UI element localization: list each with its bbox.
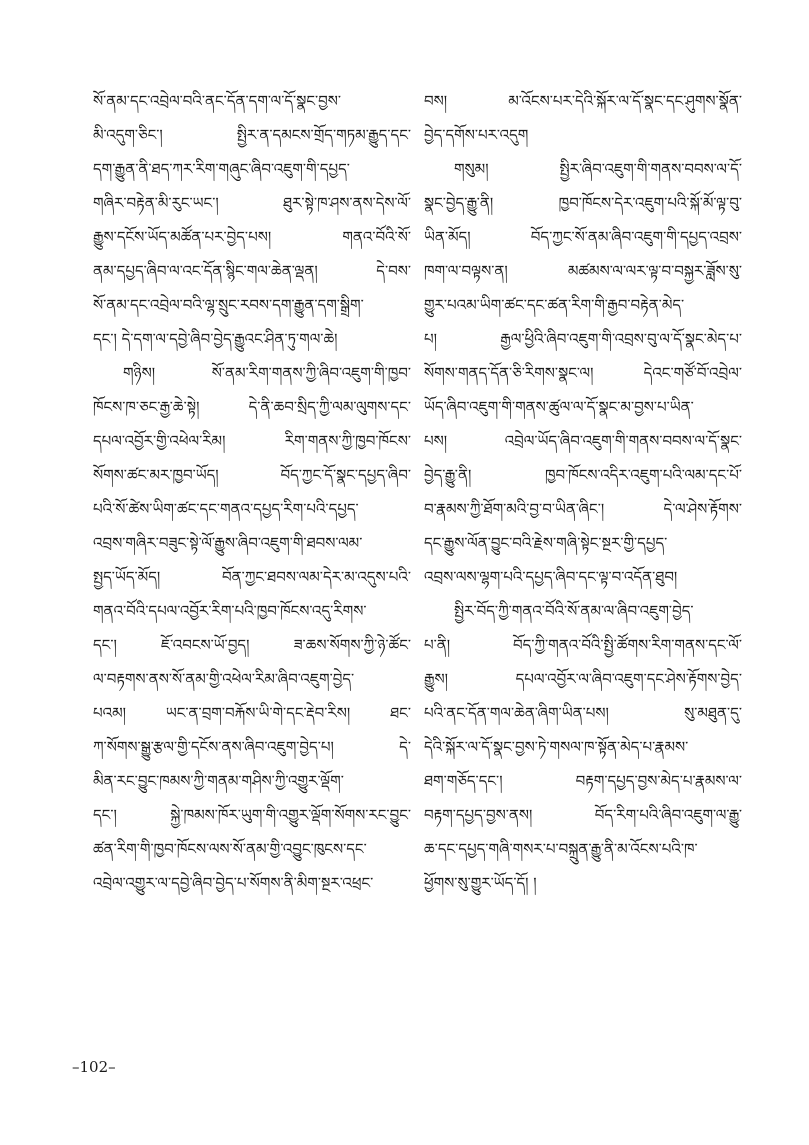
text-line: དེའི་སྐོར་ལ་དོ་སྣང་བྱས་ཏེ་གསལ་ཁ་སྟོན་མེད་པ་རྣམས་: [424, 738, 689, 756]
text-line: བས། མ་འོངས་པར་དེའི་སྐོར་ལ་དོ་སྣང་དང་ཤུགས་སྣོན་: [424, 92, 742, 110]
text-line: དང་རྒྱུས་ལོན་བྱུང་བའི་རྗེས་གཞི་སྟེང་སྔར་གྱི་དཔྱད་: [424, 534, 668, 552]
text-line: དག་རྒྱུན་ནི་ཐད་ཀར་རིག་གཞུང་ཞིབ་འཇུག་གི་དཔྱད་: [93, 160, 350, 178]
text-line: ཡིན་མོད། བོད་ཀྱང་སོ་ནམ་ཞིབ་འཇུག་གི་དཔྱད་འབྲས་: [424, 228, 742, 246]
text-line: སོ་ནམ་དང་འབྲེལ་བའི་ནང་དོན་དག་ལ་དོ་སྣང་བྱས་: [93, 92, 342, 110]
text-line: ཁག་ལ་བལྟས་ན། མཚམས་ལ་ལར་ལྟ་བ་བསྐྱར་ཟློས་སུ་: [424, 262, 742, 280]
text-line: ཀ་སོགས་སྒྱུ་རྩལ་གྱི་དངོས་ནས་ཞིབ་འཇུག་བྱེད་པ། དེ་: [93, 738, 411, 756]
text-line: པའི་ནང་དོན་གལ་ཆེན་ཞིག་ཡིན་པས། སུ་མཐུན་དུ་: [424, 704, 742, 722]
text-line: འབྲས་ལས་ལྷག་པའི་དཔྱད་ཞིབ་དང་ལྟ་བ་འདོན་ཐུབ།: [424, 568, 678, 586]
text-line: པའི་སོ་ཚེས་ཡིག་ཚང་དང་གནའ་དཔྱད་རིག་པའི་དཔྱད་: [93, 500, 359, 518]
left-column: [93, 84, 411, 900]
text-line: སོ་ནམ་དང་འབྲེལ་བའི་ལྷ་སྲུང་རབས་དག་རྒྱུན་དག་སྒྲིག་: [93, 296, 364, 314]
text-line: པ་ནི། བོད་ཀྱི་གནའ་བོའི་སྤྱི་ཚོགས་རིག་གནས་དང་ལོ་: [424, 636, 742, 654]
text-line: བྱེད་རྒྱུ་ནི། ཁྱབ་ཁོངས་འདིར་འཇུག་པའི་ལམ་དང་པོ་: [424, 466, 742, 484]
text-line: སོགས་གནད་དོན་ཅི་རིགས་སྣང་ལ། དེའང་གཙོ་བོ་འབྲེལ་: [424, 364, 742, 382]
text-line: དཔལ་འབྱོར་གྱི་འཕེལ་རིམ། རིག་གནས་ཀྱི་ཁྱབ་ཁོངས་: [93, 432, 411, 450]
text-line: ཚན་རིག་གི་ཁྱབ་ཁོངས་ལས་སོ་ནམ་གྱི་འབྱུང་ཁུངས་དང་: [93, 840, 367, 858]
text-line: རྒྱུས་དངོས་ཡོད་མཚོན་པར་བྱེད་པས། གནའ་བོའི་སོ་: [93, 228, 411, 246]
text-line: དང་། དེ་དག་ལ་དབྱེ་ཞིབ་བྱེད་རྒྱུའང་ཤིན་ཏུ་གལ་ཆེ།: [93, 330, 338, 348]
text-line: འབྲེལ་འགྱུར་ལ་དབྱེ་ཞིབ་བྱེད་པ་སོགས་ནི་མིག་སྔར་འཕྲང་: [93, 874, 374, 892]
text-line: པས། འབྲེལ་ཡོད་ཞིབ་འཇུག་གི་གནས་བབས་ལ་དོ་སྣང་: [424, 432, 742, 450]
text-line: བརྟག་དཔྱད་བྱས་ནས། བོད་རིག་པའི་ཞིབ་འཇུག་ལ་རྒྱུ་: [424, 806, 742, 824]
text-line: ཕྱོགས་སུ་གྱུར་ཡོད་དོ། །: [424, 874, 537, 892]
text-line: བྱེད་དགོས་པར་འདུག: [424, 126, 529, 144]
text-line: པ། རྒྱལ་ཕྱིའི་ཞིབ་འཇུག་གི་འབྲས་བུ་ལ་དོ་སྣང་མེད་པ་: [424, 330, 742, 348]
text-line: མིན་རང་བྱུང་ཁམས་ཀྱི་གནམ་གཤིས་ཀྱི་འགྱུར་ལྡོག་: [93, 772, 344, 790]
text-line: སྣང་བྱེད་རྒྱུ་ནི། ཁྱབ་ཁོངས་དེར་འཇུག་པའི་སྐོ་མོ་ལྟ་བུ་: [424, 194, 742, 212]
text-line: རྒྱུས། དཔལ་འབྱོར་ལ་ཞིབ་འཇུག་དང་ཤེས་རྟོགས་བྱེད་: [424, 670, 742, 688]
text-line: ཆ་དང་དཔྱད་གཞི་གསར་པ་བསྐྲུན་རྒྱུ་ནི་མ་འོངས་པའི་ཁ་: [424, 840, 698, 858]
text-line: གཞིར་བརྟེན་མི་རུང་ཡང་། ཐུར་སྟེ་ཁ་ཤས་ནས་དེས་ལོ་: [93, 194, 411, 212]
text-line: གནའ་བོའི་དཔལ་འབྱོར་རིག་པའི་ཁྱབ་ཁོངས་འདུ་རིགས་: [93, 602, 367, 620]
text-line: སྤྱད་ཡོད་མོད། བོན་ཀྱང་ཐབས་ལམ་དེར་མ་འདུས་པའི་: [93, 568, 411, 586]
text-line: པའམ། ཡང་ན་བྲག་བརྐོས་ཡི་གེ་དང་རྡེབ་རིས། ཐང་: [93, 704, 411, 722]
text-line: བ་རྣམས་ཀྱི་ཐོག་མའི་བྱ་བ་ཡིན་ཞིང་། དེ་ལ་ཤེས་རྟོགས་: [424, 500, 742, 518]
text-line: སོགས་ཚང་མར་ཁྱབ་ཡོད། བོད་ཀྱང་དོ་སྣང་དཔྱད་ཞིབ་: [93, 466, 411, 484]
text-line: དང་། ཇོ་འབངས་ཡོ་བྱད། ཟ་ཆས་སོགས་ཀྱི་ཉེ་ཚོང་: [93, 636, 411, 654]
text-line: ལ་བརྟགས་ནས་སོ་ནམ་གྱི་འཕེལ་རིམ་ཞིབ་འཇུག་བྱེད་: [93, 670, 355, 688]
text-line: མི་འདུག་ཅིང་། སྤྱིར་ན་དམངས་གྲོད་གཏམ་རྒྱུད་དང་: [93, 126, 411, 144]
text-line: འབྲས་གཞིར་བཟུང་སྟེ་ལོ་རྒྱུས་ཞིབ་འཇུག་གི་ཐབས་ལམ་: [93, 534, 363, 552]
right-column: [424, 84, 742, 900]
page-number: –102–: [72, 1058, 116, 1076]
text-line: གཉིས། སོ་ནམ་རིག་གནས་ཀྱི་ཞིབ་འཇུག་གི་ཁྱབ་: [123, 364, 411, 382]
text-line: ཐག་གཅོད་དང་། བརྟག་དཔྱད་བྱས་མེད་པ་རྣམས་ལ་: [424, 772, 742, 790]
text-line: གསུམ། སྤྱིར་ཞིབ་འཇུག་གི་གནས་བབས་ལ་དོ་: [454, 160, 742, 178]
text-line: ནམ་དཔྱད་ཞིབ་ལ་འང་དོན་སྙིང་གལ་ཆེན་ལྡན། དེ་བས་: [93, 262, 411, 280]
text-line: གྱུར་པའམ་ཡིག་ཚང་དང་ཚན་རིག་གི་རྒྱབ་བརྟེན་མེད་: [424, 296, 685, 314]
text-line: ཡོད་ཞིབ་འཇུག་གི་གནས་ཚུལ་ལ་དོ་སྣང་མ་བྱས་པ་ཡིན་: [424, 398, 694, 416]
text-line: ཁོངས་ཁ་ཅང་རྒྱ་ཆེ་སྟེ། དེ་ནི་ཆབ་སྲིད་ཀྱི་ལམ་ལུགས་དང་: [93, 398, 411, 416]
text-line: སྤྱིར་བོད་ཀྱི་གནའ་བོའི་སོ་ནམ་ལ་ཞིབ་འཇུག་བྱེད་: [454, 602, 694, 620]
text-line: དང་། སྐྱེ་ཁམས་ཁོར་ཡུག་གི་འགྱུར་ལྡོག་སོགས་རང་བྱུང་: [93, 806, 411, 824]
